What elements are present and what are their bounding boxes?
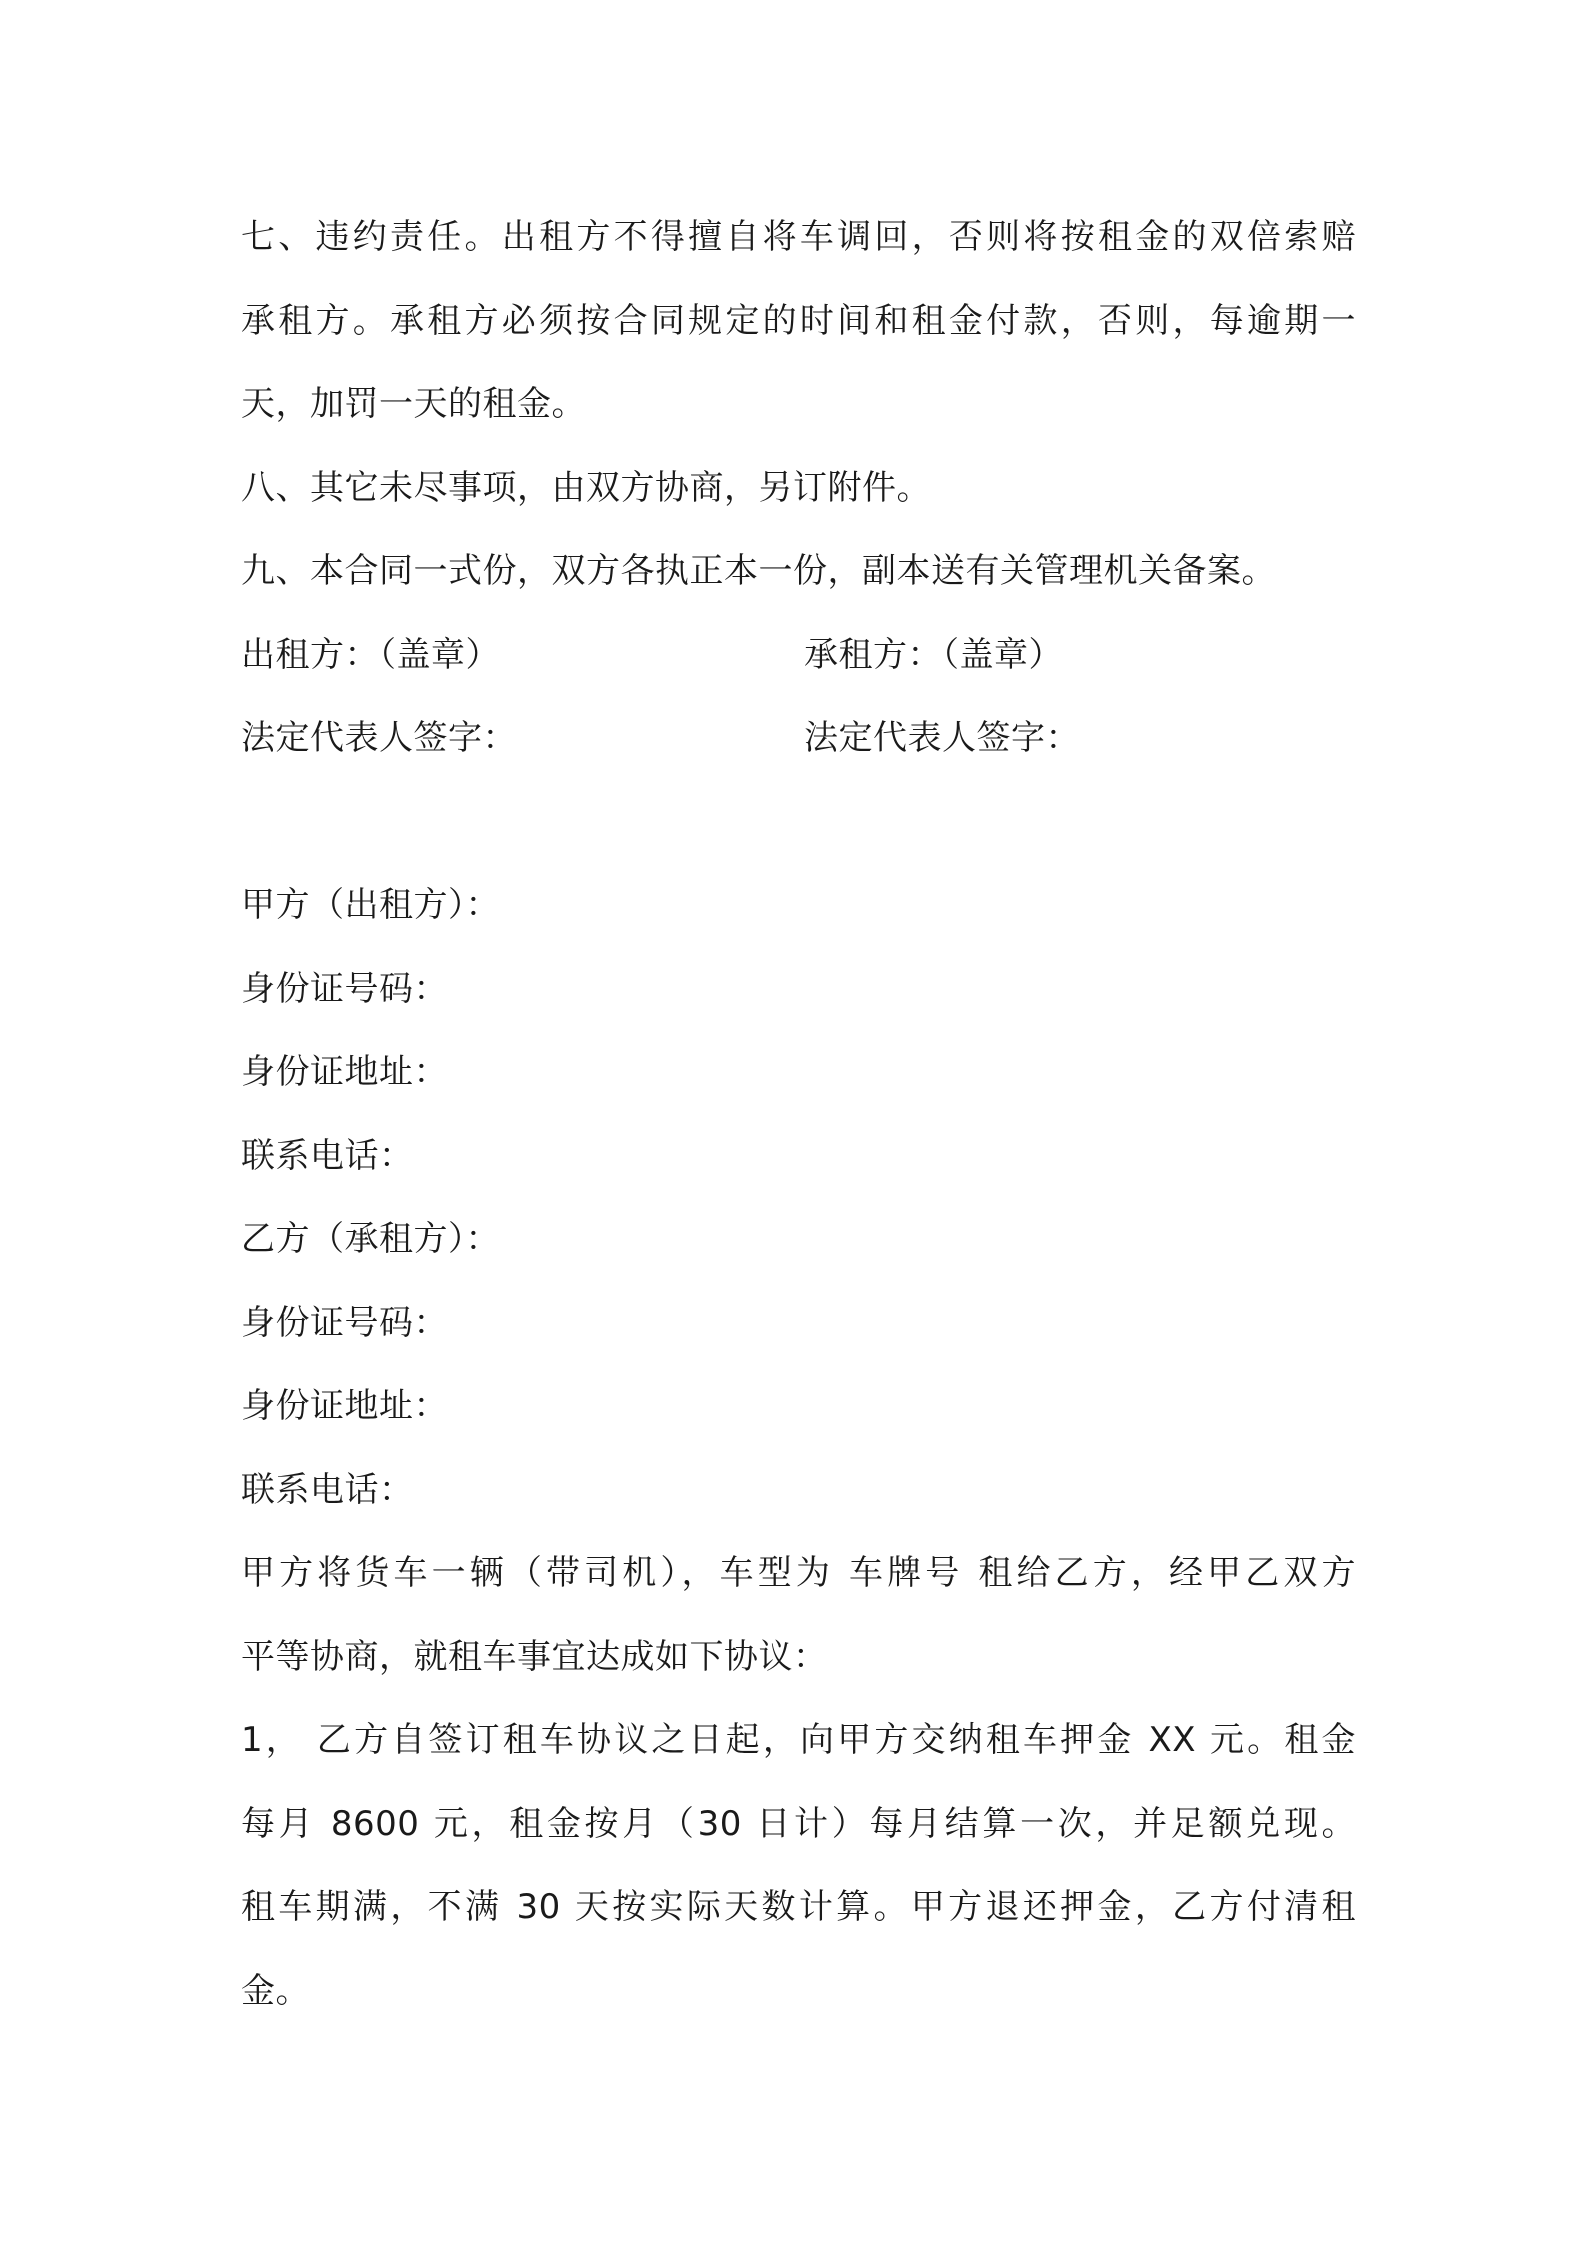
party-b-phone: 联系电话： xyxy=(241,1469,414,1510)
party-a-id-address: 身份证地址： xyxy=(241,1052,448,1092)
party-a-phone: 联系电话： xyxy=(241,1135,414,1176)
party-b-id-address: 身份证地址： xyxy=(241,1386,448,1426)
lessee-seal-label: 承租方：（盖章） xyxy=(804,634,1063,675)
contract-body xyxy=(241,196,1356,2033)
party-a-id-number: 身份证号码： xyxy=(241,968,448,1009)
blank-spacer xyxy=(241,781,1356,865)
seal-row xyxy=(241,614,1356,698)
party-b-id-number: 身份证号码： xyxy=(241,1302,448,1343)
intro-line-1: 甲方将货车一辆（带司机），车型为 车牌号 租给乙方，经甲乙双方 xyxy=(241,1553,1356,1593)
lessor-seal-label: 出租方：（盖章） xyxy=(241,634,500,675)
clause-7-line-2: 承租方。承租方必须按合同规定的时间和租金付款，否则，每逾期一 xyxy=(241,300,1356,341)
representative-row xyxy=(241,697,1356,781)
intro-line-2: 平等协商，就租车事宜达成如下协议： xyxy=(241,1636,828,1677)
term-1-line-3: 租车期满，不满 30 天按实际天数计算。甲方退还押金，乙方付清租 xyxy=(241,1887,1356,1927)
clause-9: 九、本合同一式份，双方各执正本一份，副本送有关管理机关备案。 xyxy=(241,551,1276,591)
party-b-title: 乙方（承租方）： xyxy=(241,1219,500,1259)
term-1-line-2: 每月 8600 元，租金按月（30 日计）每月结算一次，并足额兑现。 xyxy=(241,1803,1356,1844)
lessee-representative-label: 法定代表人签字： xyxy=(804,718,1080,758)
lessor-representative-label: 法定代表人签字： xyxy=(241,718,517,758)
clause-8: 八、其它未尽事项，由双方协商，另订附件。 xyxy=(241,467,931,508)
term-1-line-4: 金。 xyxy=(241,1970,310,2011)
term-1-line-1: 1， 乙方自签订租车协议之日起，向甲方交纳租车押金 XX 元。租金 xyxy=(241,1720,1356,1760)
party-a-title: 甲方（出租方）： xyxy=(241,885,500,925)
clause-7-line-1: 七、违约责任。出租方不得擅自将车调回，否则将按租金的双倍索赔 xyxy=(241,217,1356,257)
clause-7-line-3: 天，加罚一天的租金。 xyxy=(241,384,586,424)
